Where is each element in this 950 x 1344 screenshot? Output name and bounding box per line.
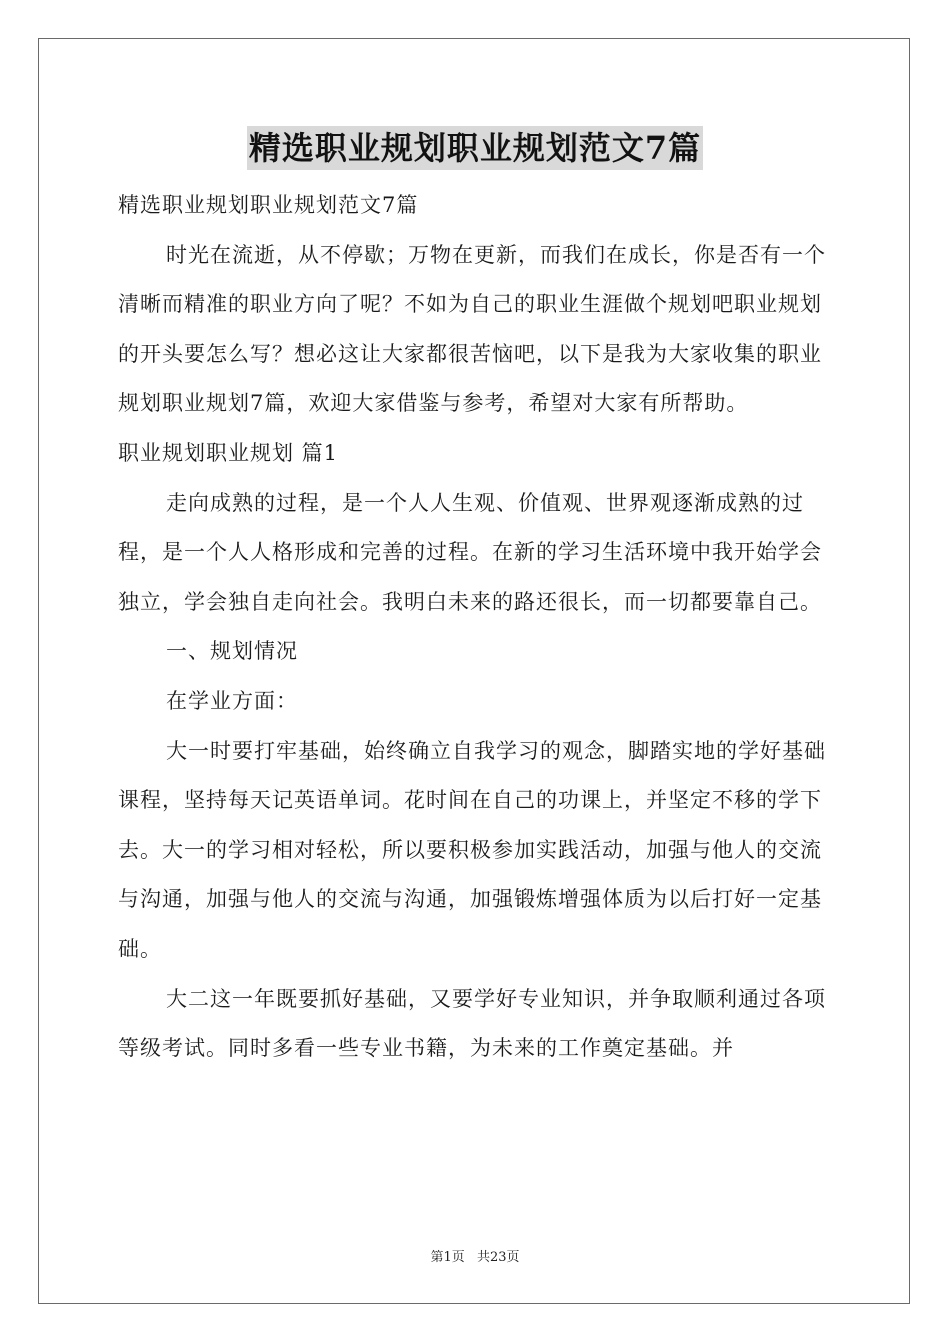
paragraph: 一、规划情况 — [166, 639, 298, 664]
paragraph: 职业规划职业规划 篇1 — [118, 440, 339, 465]
paragraph: 大一时要打牢基础，始终确立自我学习的观念，脚踏实地的学好基础课程，坚持每天记英语单词。花时间在自己的功课上，并坚定不移的学下去。大一的学习相对轻松，所以要积极参加实践活动，加强与他人的交流与沟通，加强与他人的交流与沟通，加强锻炼增强体质为以后打好一定基础。 — [118, 738, 826, 961]
page-footer — [0, 1246, 950, 1265]
paragraph: 走向成熟的过程，是一个人人生观、价值观、世界观逐渐成熟的过程，是一个人人格形成和完善的过程。在新的学习生活环境中我开始学会独立，学会独自走向社会。我明白未来的路还很长，而一切都要靠自己。 — [118, 490, 822, 614]
paragraph: 大二这一年既要抓好基础，又要学好专业知识，并争取顺利通过各项等级考试。同时多看一些专业书籍，为未来的工作奠定基础。并 — [118, 986, 826, 1061]
paragraph: 精选职业规划职业规划范文7篇 — [118, 193, 419, 217]
page-number: 第1页 — [430, 1250, 465, 1265]
document-body — [118, 181, 834, 1074]
page-total: 共23页 — [476, 1250, 520, 1265]
paragraph: 在学业方面： — [166, 688, 298, 713]
document-title: 精选职业规划职业规划范文7篇 — [247, 126, 703, 170]
title-container — [0, 126, 950, 170]
paragraph: 时光在流逝，从不停歇；万物在更新，而我们在成长，你是否有一个清晰而精准的职业方向了呢？不如为自己的职业生涯做个规划吧职业规划的开头要怎么写？想必这让大家都很苦恼吧，以下是我为大家收集的职业规划职业规划7篇，欢迎大家借鉴与参考，希望对大家有所帮助。 — [118, 242, 826, 416]
